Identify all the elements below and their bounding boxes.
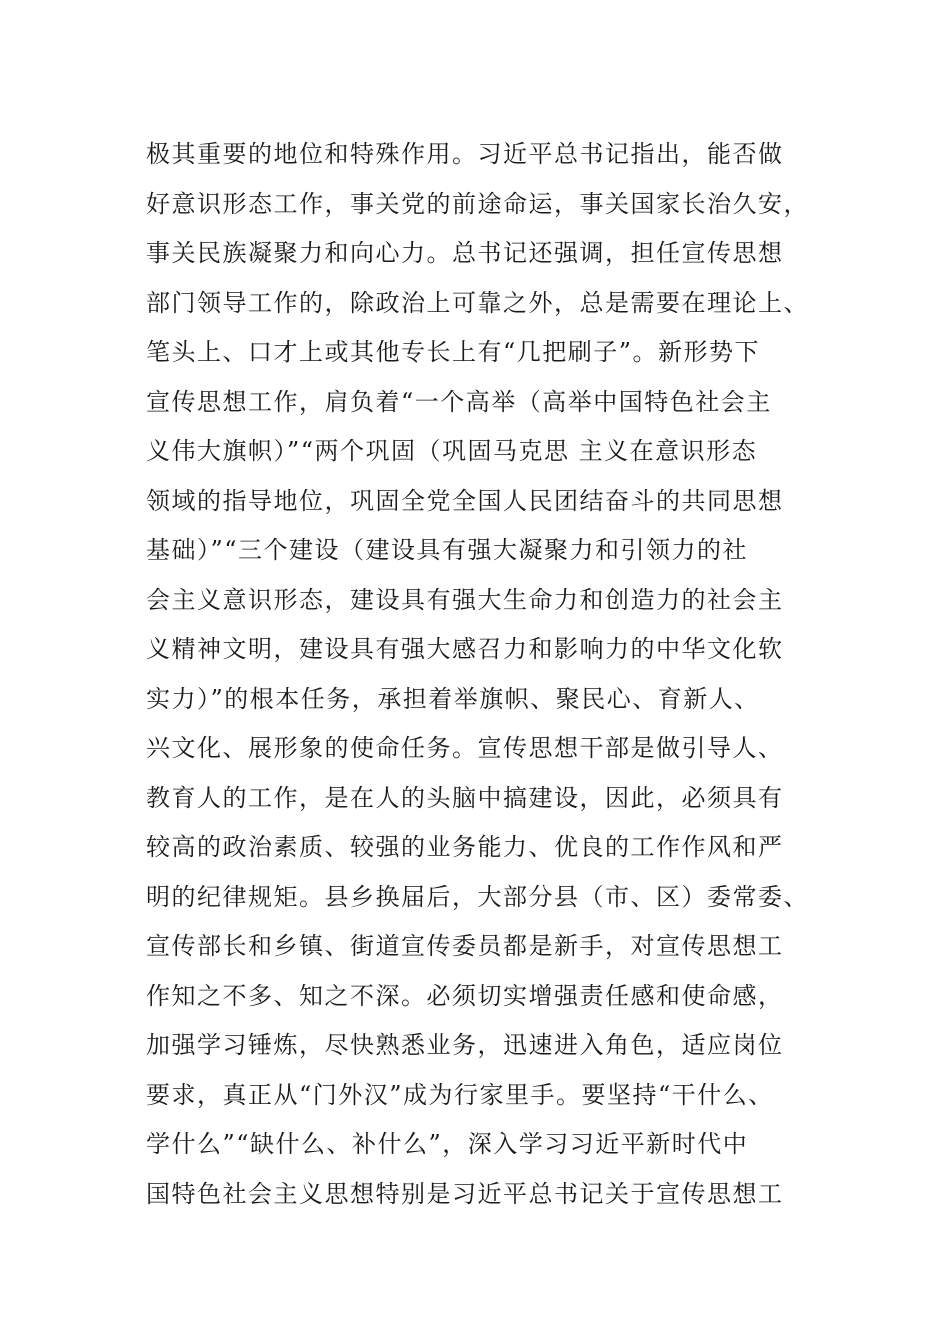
text-line: 会主义意识形态，建设具有强大生命力和创造力的社会主 xyxy=(146,585,784,614)
text-line: 领域的指导地位，巩固全党全国人民团结奋斗的共同思想 xyxy=(146,486,784,515)
text-line: 宣传部长和乡镇、街道宣传委员都是新手，对宣传思想工 xyxy=(146,932,784,960)
text-line: 部门领导工作的，除政治上可靠之外，总是需要在理论上、 xyxy=(146,288,809,317)
text-line: 实力）”的根本任务，承担着举旗帜、聚民心、育新人、 xyxy=(146,684,760,713)
text-line: 加强学习锤炼，尽快熟悉业务，迅速进入角色，适应岗位 xyxy=(146,1031,784,1059)
document-body xyxy=(146,130,809,1219)
text-line: 好意识形态工作，事关党的前途命运，事关国家长治久安， xyxy=(146,189,809,218)
text-line: 事关民族凝聚力和向心力。总书记还强调，担任宣传思想 xyxy=(146,239,784,267)
text-line: 要求，真正从“门外汉”成为行家里手。要坚持“干什么、 xyxy=(146,1080,774,1109)
text-line: 学什么”“缺什么、补什么”，深入学习习近平新时代中 xyxy=(146,1130,749,1158)
text-line: 明的纪律规矩。县乡换届后，大部分县（市、区）委常委、 xyxy=(146,882,809,911)
text-line: 笔头上、口才上或其他专长上有“几把刷子”。新形势下 xyxy=(146,338,761,366)
text-line: 义精神文明，建设具有强大感召力和影响力的中华文化软 xyxy=(146,635,784,663)
text-line: 宣传思想工作，肩负着“一个高举（高举中国特色社会主 xyxy=(146,387,772,416)
text-line: 较高的政治素质、较强的业务能力、优良的工作作风和严 xyxy=(146,833,784,861)
text-line: 义伟大旗帜）”“两个巩固（巩固马克思 主义在意识形态 xyxy=(146,437,758,465)
text-line: 教育人的工作，是在人的头脑中搞建设，因此，必须具有 xyxy=(146,783,784,812)
text-line: 极其重要的地位和特殊作用。习近平总书记指出，能否做 xyxy=(146,140,784,168)
text-line: 基础）”“三个建设（建设具有强大凝聚力和引领力的社 xyxy=(146,536,749,564)
text-line: 国特色社会主义思想特别是习近平总书记关于宣传思想工 xyxy=(146,1179,784,1208)
text-line: 兴文化、展形象的使命任务。宣传思想干部是做引导人、 xyxy=(146,734,784,762)
text-line: 作知之不多、知之不深。必须切实增强责任感和使命感， xyxy=(146,981,784,1010)
